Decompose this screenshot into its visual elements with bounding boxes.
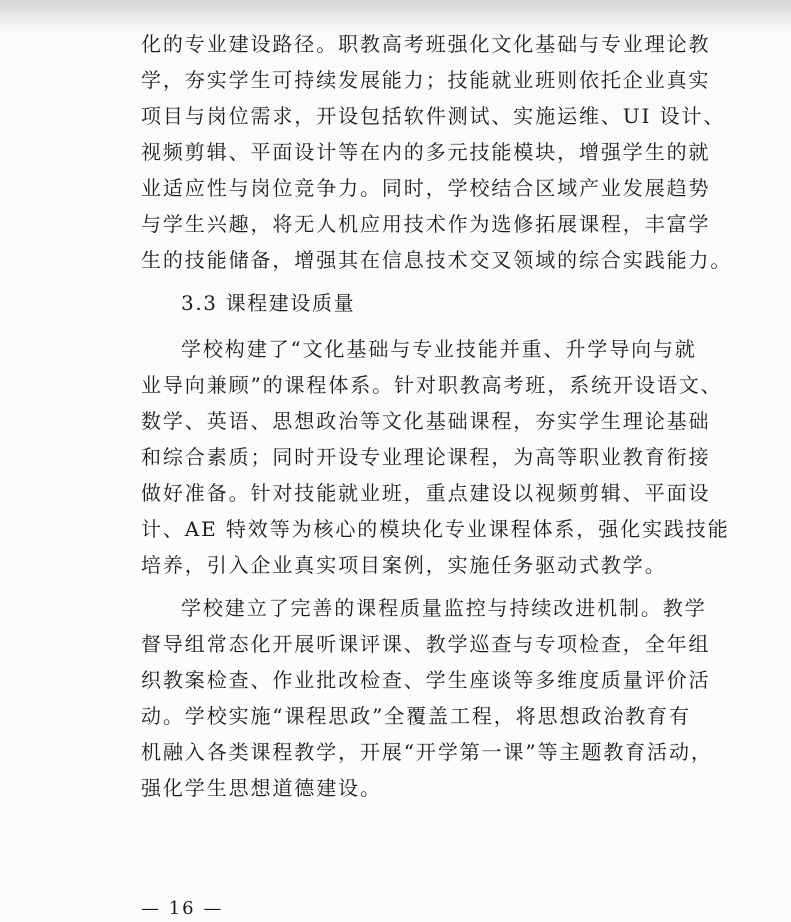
paragraph-3-line-1: 学校建立了完善的课程质量监控与持续改进机制。教学	[181, 596, 707, 620]
paragraph-3-line-5: 机融入各类课程教学，开展“开学第一课”等主题教育活动，	[141, 740, 713, 764]
paragraph-1-line-1: 化的专业建设路径。职教高考班强化文化基础与专业理论教	[141, 32, 711, 56]
paragraph-3-line-3: 织教案检查、作业批改检查、学生座谈等多维度质量评价活	[141, 668, 711, 692]
page-top-shadow	[0, 0, 791, 30]
paragraph-2-line-4: 和综合素质；同时开设专业理论课程，为高等职业教育衔接	[141, 445, 711, 469]
paragraph-2-line-1: 学校构建了“文化基础与专业技能并重、升学导向与就	[181, 337, 697, 361]
paragraph-3-line-6: 强化学生思想道德建设。	[141, 776, 382, 800]
paragraph-1-line-5: 业适应性与岗位竞争力。同时，学校结合区域产业发展趋势	[141, 176, 711, 200]
paragraph-2-line-3: 数学、英语、思想政治等文化基础课程，夯实学生理论基础	[141, 409, 711, 433]
paragraph-1-line-7: 生的技能储备，增强其在信息技术交叉领域的综合实践能力。	[141, 248, 733, 272]
section-heading: 3.3 课程建设质量	[181, 291, 356, 315]
paragraph-3-line-4: 动。学校实施“课程思政”全覆盖工程，将思想政治教育有	[141, 704, 691, 728]
paragraph-1-line-6: 与学生兴趣，将无人机应用技术作为选修拓展课程，丰富学	[141, 212, 711, 236]
paragraph-3-line-2: 督导组常态化开展听课评课、教学巡查与专项检查，全年组	[141, 632, 711, 656]
paragraph-2-line-7: 培养，引入企业真实项目案例，实施任务驱动式教学。	[141, 553, 667, 577]
paragraph-2-line-6: 计、AE 特效等为核心的模块化专业课程体系，强化实践技能	[141, 517, 730, 541]
paragraph-1-line-4: 视频剪辑、平面设计等在内的多元技能模块，增强学生的就	[141, 140, 711, 164]
paragraph-2-line-2: 业导向兼顾”的课程体系。针对职教高考班，系统开设语文、	[141, 373, 723, 397]
paragraph-2-line-5: 做好准备。针对技能就业班，重点建设以视频剪辑、平面设	[141, 481, 711, 505]
page-number: — 16 —	[141, 898, 224, 919]
paragraph-1-line-3: 项目与岗位需求，开设包括软件测试、实施运维、UI 设计、	[141, 104, 726, 128]
paragraph-1-line-2: 学，夯实学生可持续发展能力；技能就业班则依托企业真实	[141, 68, 711, 92]
